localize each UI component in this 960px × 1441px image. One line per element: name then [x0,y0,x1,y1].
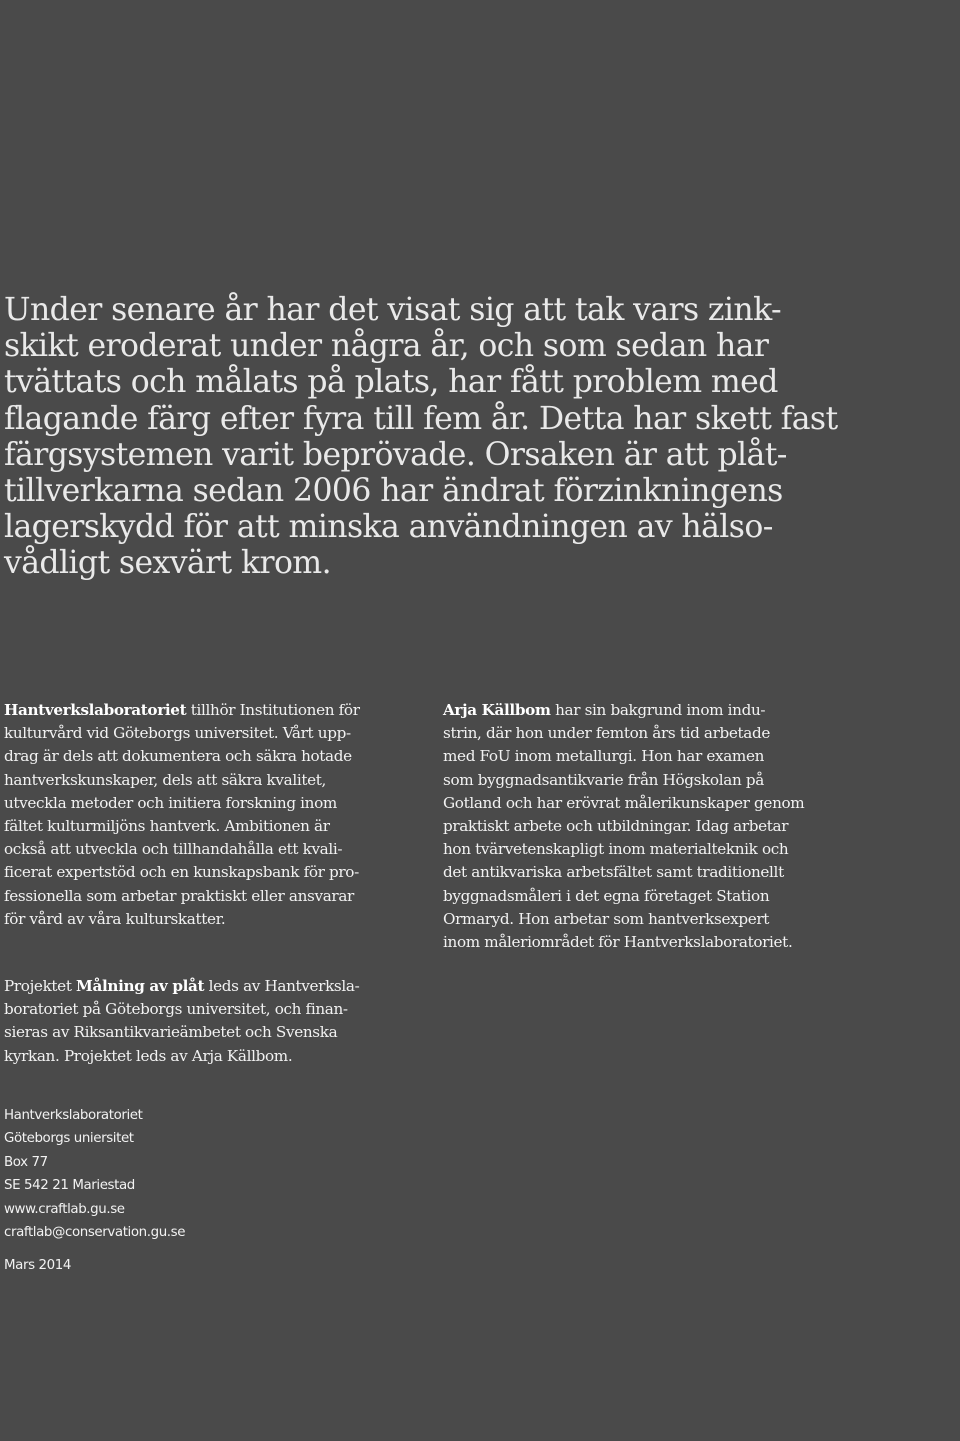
lead-line: tillverkarna sedan 2006 har ändrat förzinkningens [4,473,783,510]
about-lab-line: utveckla metoder och initiera forskning inom [4,793,337,812]
publication-date: Mars 2014 [4,1258,71,1273]
about-author-line: praktiskt arbete och utbildningar. Idag arbetar [443,817,789,836]
lead-line: skikt eroderat under några år, och som sedan har [4,328,769,365]
lead-line: färgsystemen varit beprövade. Orsaken är att plåt- [4,436,787,473]
about-lab-first-line-text: tillhör Institutionen för [186,701,360,719]
about-lab-line: för vård av våra kulturskatter. [4,909,226,928]
about-author-line: inom måleriområdet för Hantverkslaboratoriet. [443,933,793,952]
address-postal: SE 542 21 Mariestad [4,1178,135,1194]
project-line: kyrkan. Projektet leds av Arja Källbom. [4,1046,293,1065]
address-box: Box 77 [4,1154,48,1170]
about-author-line: med FoU inom metallurgi. Hon har examen [443,747,765,766]
address-website: www.craftlab.gu.se [4,1201,125,1217]
about-lab-line: fessionella som arbetar praktiskt eller ansvarar [4,886,354,905]
project-name-bold: Målning av plåt [76,977,205,995]
about-author-line: som byggnadsantikvarie från Högskolan på [443,770,764,789]
about-author-first-line [443,699,843,722]
about-lab-line: drag är dels att dokumentera och säkra hotade [4,747,352,766]
about-author-line: Ormaryd. Hon arbetar som hantverksexpert [443,909,769,928]
about-author-line: strin, där hon under femton års tid arbetade [443,724,771,743]
lead-line: tvättats och målats på plats, har fått problem med [4,364,778,401]
about-author-first-line-text: har sin bakgrund inom indu- [550,701,766,719]
about-lab-line: kulturvård vid Göteborgs universitet. Vårt upp- [4,724,351,743]
address-university: Göteborgs uniersitet [4,1131,134,1147]
about-lab-first-line [4,699,404,722]
about-author-line: Gotland och har erövrat målerikunskaper genom [443,793,805,812]
lead-line: vådligt sexvärt krom. [4,545,331,582]
lead-line: Under senare år har det visat sig att tak vars zink- [4,292,782,328]
about-lab-line: också att utveckla och tillhandahålla ett kvali- [4,840,343,859]
about-lab-line: hantverkskunskaper, dels att säkra kvalitet, [4,770,326,789]
about-author-line: byggnadsmåleri i det egna företaget Station [443,886,770,905]
author-name-bold: Arja Källbom [443,701,551,719]
project-first-line-after: leds av Hantverksla- [204,977,360,995]
project-first-line [4,975,404,998]
lead-line: lagerskydd för att minska användningen av hälso- [4,509,773,546]
project-first-line-before: Projektet [4,977,77,995]
about-author-line: det antikvariska arbetsfältet samt traditionellt [443,863,784,882]
about-lab-line: fältet kulturmiljöns hantverk. Ambitionen är [4,817,330,836]
about-author-paragraph [443,699,843,954]
address-block [4,1104,185,1244]
lead-paragraph [4,292,904,582]
about-author-line: hon tvärvetenskapligt inom materialteknik och [443,840,789,859]
project-line: sieras av Riksantikvarieämbetet och Svenska [4,1023,338,1042]
address-email: craftlab@conservation.gu.se [4,1225,186,1241]
address-organization: Hantverkslaboratoriet [4,1108,143,1123]
about-lab-paragraph [4,699,404,931]
project-line: boratoriet på Göteborgs universitet, och finan- [4,1000,348,1019]
lab-name-bold: Hantverkslaboratoriet [4,701,187,719]
project-paragraph [4,975,404,1068]
about-lab-line: ficerat expertstöd och en kunskapsbank för pro- [4,863,359,882]
lead-line: flagande färg efter fyra till fem år. Detta har skett fast [4,400,838,437]
